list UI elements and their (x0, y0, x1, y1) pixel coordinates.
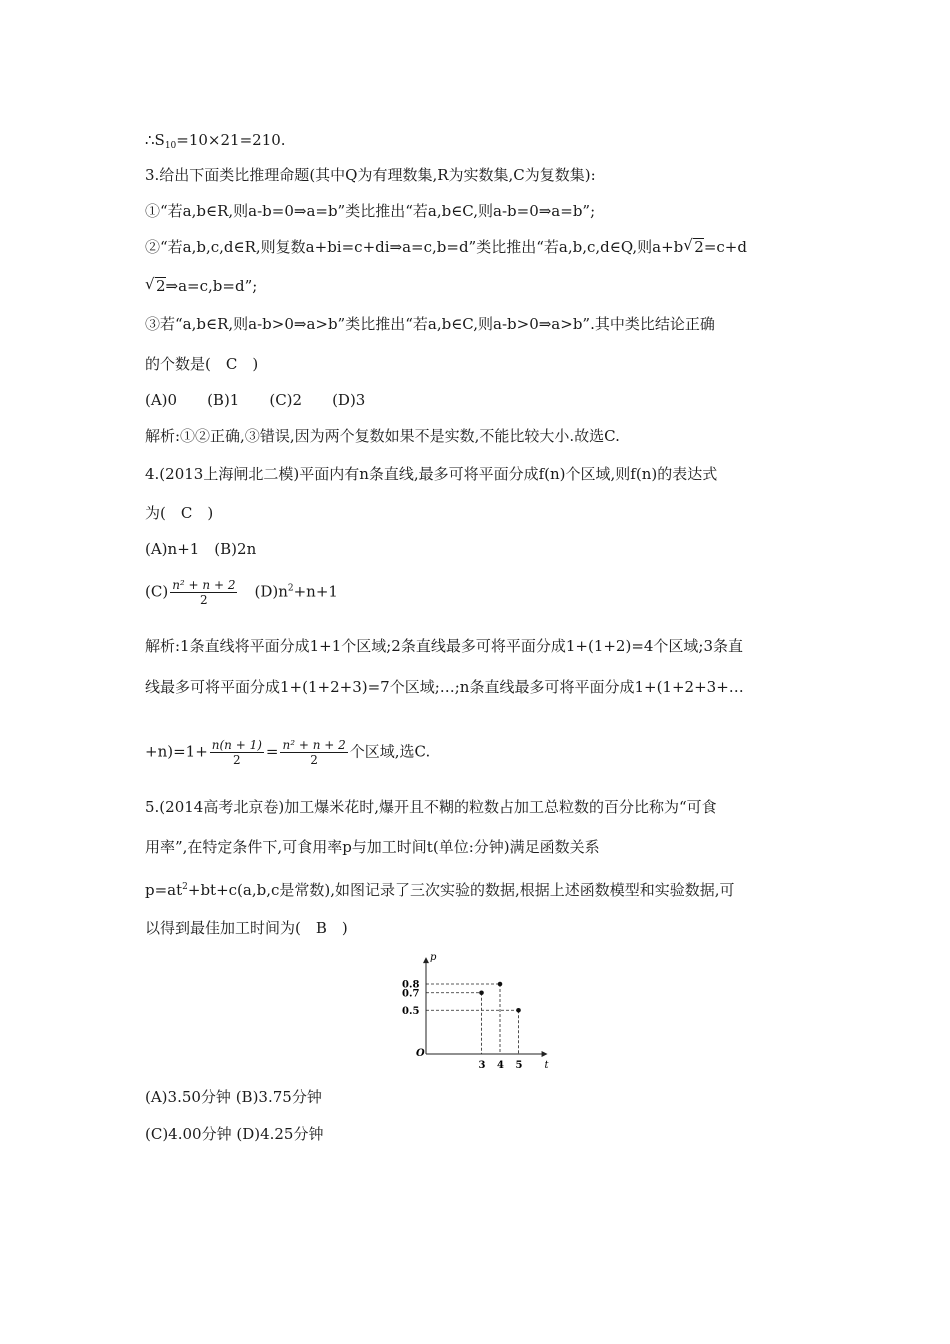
fraction-1: $\frac{n(n + 1)}{2}$ (211, 738, 262, 767)
data-point-2 (498, 982, 503, 987)
problem-4-stem: 4.(2013上海闸北二模)平面内有n条直线,最多可将平面分成f(n)个区域,则f(n)的表达式 (145, 465, 718, 483)
y-tick-0.5: 0.5 (402, 1005, 420, 1017)
x-tick-5: 5 (515, 1060, 523, 1071)
experiment-chart (400, 948, 560, 1071)
problem-5-options-cd: (C)4.00分钟 (D)4.25分钟 (145, 1125, 324, 1143)
problem-3-solution: 解析:①②正确,③错误,因为两个复数如果不是实数,不能比较大小.故选C. (145, 427, 620, 445)
y-tick-0.8: 0.8 (402, 979, 420, 991)
x-tick-4: 4 (497, 1060, 504, 1071)
proposition-1: ①“若a,b∈R,则a-b=0⇒a=b”类比推出“若a,b∈C,则a-b=0⇒a=b”; (145, 202, 596, 220)
x-axis-label: t (544, 1060, 549, 1071)
proposition-2-part1: ②“若a,b,c,d∈R,则复数a+bi=c+di⇒a=c,b=d”类比推出“若a,b,c,d∈Q,则a+b√ 2=c+d (145, 237, 747, 257)
y-axis-label: p (430, 952, 437, 964)
problem-4-question: 为( C ) (145, 504, 214, 522)
problem-3-options: (A)0 (B)1 (C)2 (D)3 (145, 391, 366, 409)
problem-4-solution-1: 解析:1条直线将平面分成1+1个区域;2条直线最多可将平面分成1+(1+2)=4个区域;3条直 (145, 637, 744, 655)
data-point-1 (479, 990, 484, 995)
problem-5-question: 以得到最佳加工时间为( B ) (145, 919, 348, 937)
proposition-3: ③若“a,b∈R,则a-b>0⇒a>b”类比推出“若a,b∈C,则a-b>0⇒a>b”.其中类比结论正确 (145, 315, 715, 333)
problem-3-question: 的个数是( C ) (145, 355, 259, 373)
problem-4-solution-3: +n)=1+ $\frac{n(n + 1)}{2}$ = $\frac{\text{n² + n + 2}}{2}$ 个区域,选C. (145, 738, 431, 767)
problem-5-options-ab: (A)3.50分钟 (B)3.75分钟 (145, 1088, 322, 1106)
x-tick-3: 3 (478, 1060, 486, 1071)
fraction-option-c: $\frac{\text{n² + n + 2}}{2}$ (172, 578, 236, 607)
problem-5-stem-3: $p=at^2+bt+c(a,b,c$是常数),如图记录了三次实验的数据,根据上述函数模型和实验数据,可 (145, 881, 735, 899)
data-point-3 (516, 1008, 521, 1013)
problem-4-options-ab: (A)n+1 (B)2n (145, 540, 257, 558)
proposition-2-part2: √ 2⇒a=c,b=d”; (145, 276, 257, 296)
y-tick-0.7: 0.7 (402, 988, 420, 1000)
fraction-2: $\frac{\text{n² + n + 2}}{2}$ (282, 738, 346, 767)
y-axis-arrow (423, 957, 429, 963)
problem-4-options-cd: (C) $\frac{\text{n² + n + 2}}{2}$ $(D)n^2+n+1$ (145, 578, 338, 607)
x-axis-arrow (542, 1051, 548, 1057)
problem-3-stem: 3.给出下面类比推理命题(其中Q为有理数集,R为实数集,C为复数集): (145, 166, 596, 184)
problem-5-stem-1: 5.(2014高考北京卷)加工爆米花时,爆开且不糊的粒数占加工总粒数的百分比称为“可食 (145, 798, 717, 816)
line-s10: $\therefore S_{10}=10\times 21=210$. (145, 131, 286, 151)
origin-label: O (416, 1048, 425, 1059)
problem-4-solution-2: 线最多可将平面分成1+(1+2+3)=7个区域;…;n条直线最多可将平面分成1+(1+2+3+… (145, 678, 744, 696)
problem-5-stem-2: 用率”,在特定条件下,可食用率p与加工时间t(单位:分钟)满足函数关系 (145, 838, 600, 856)
